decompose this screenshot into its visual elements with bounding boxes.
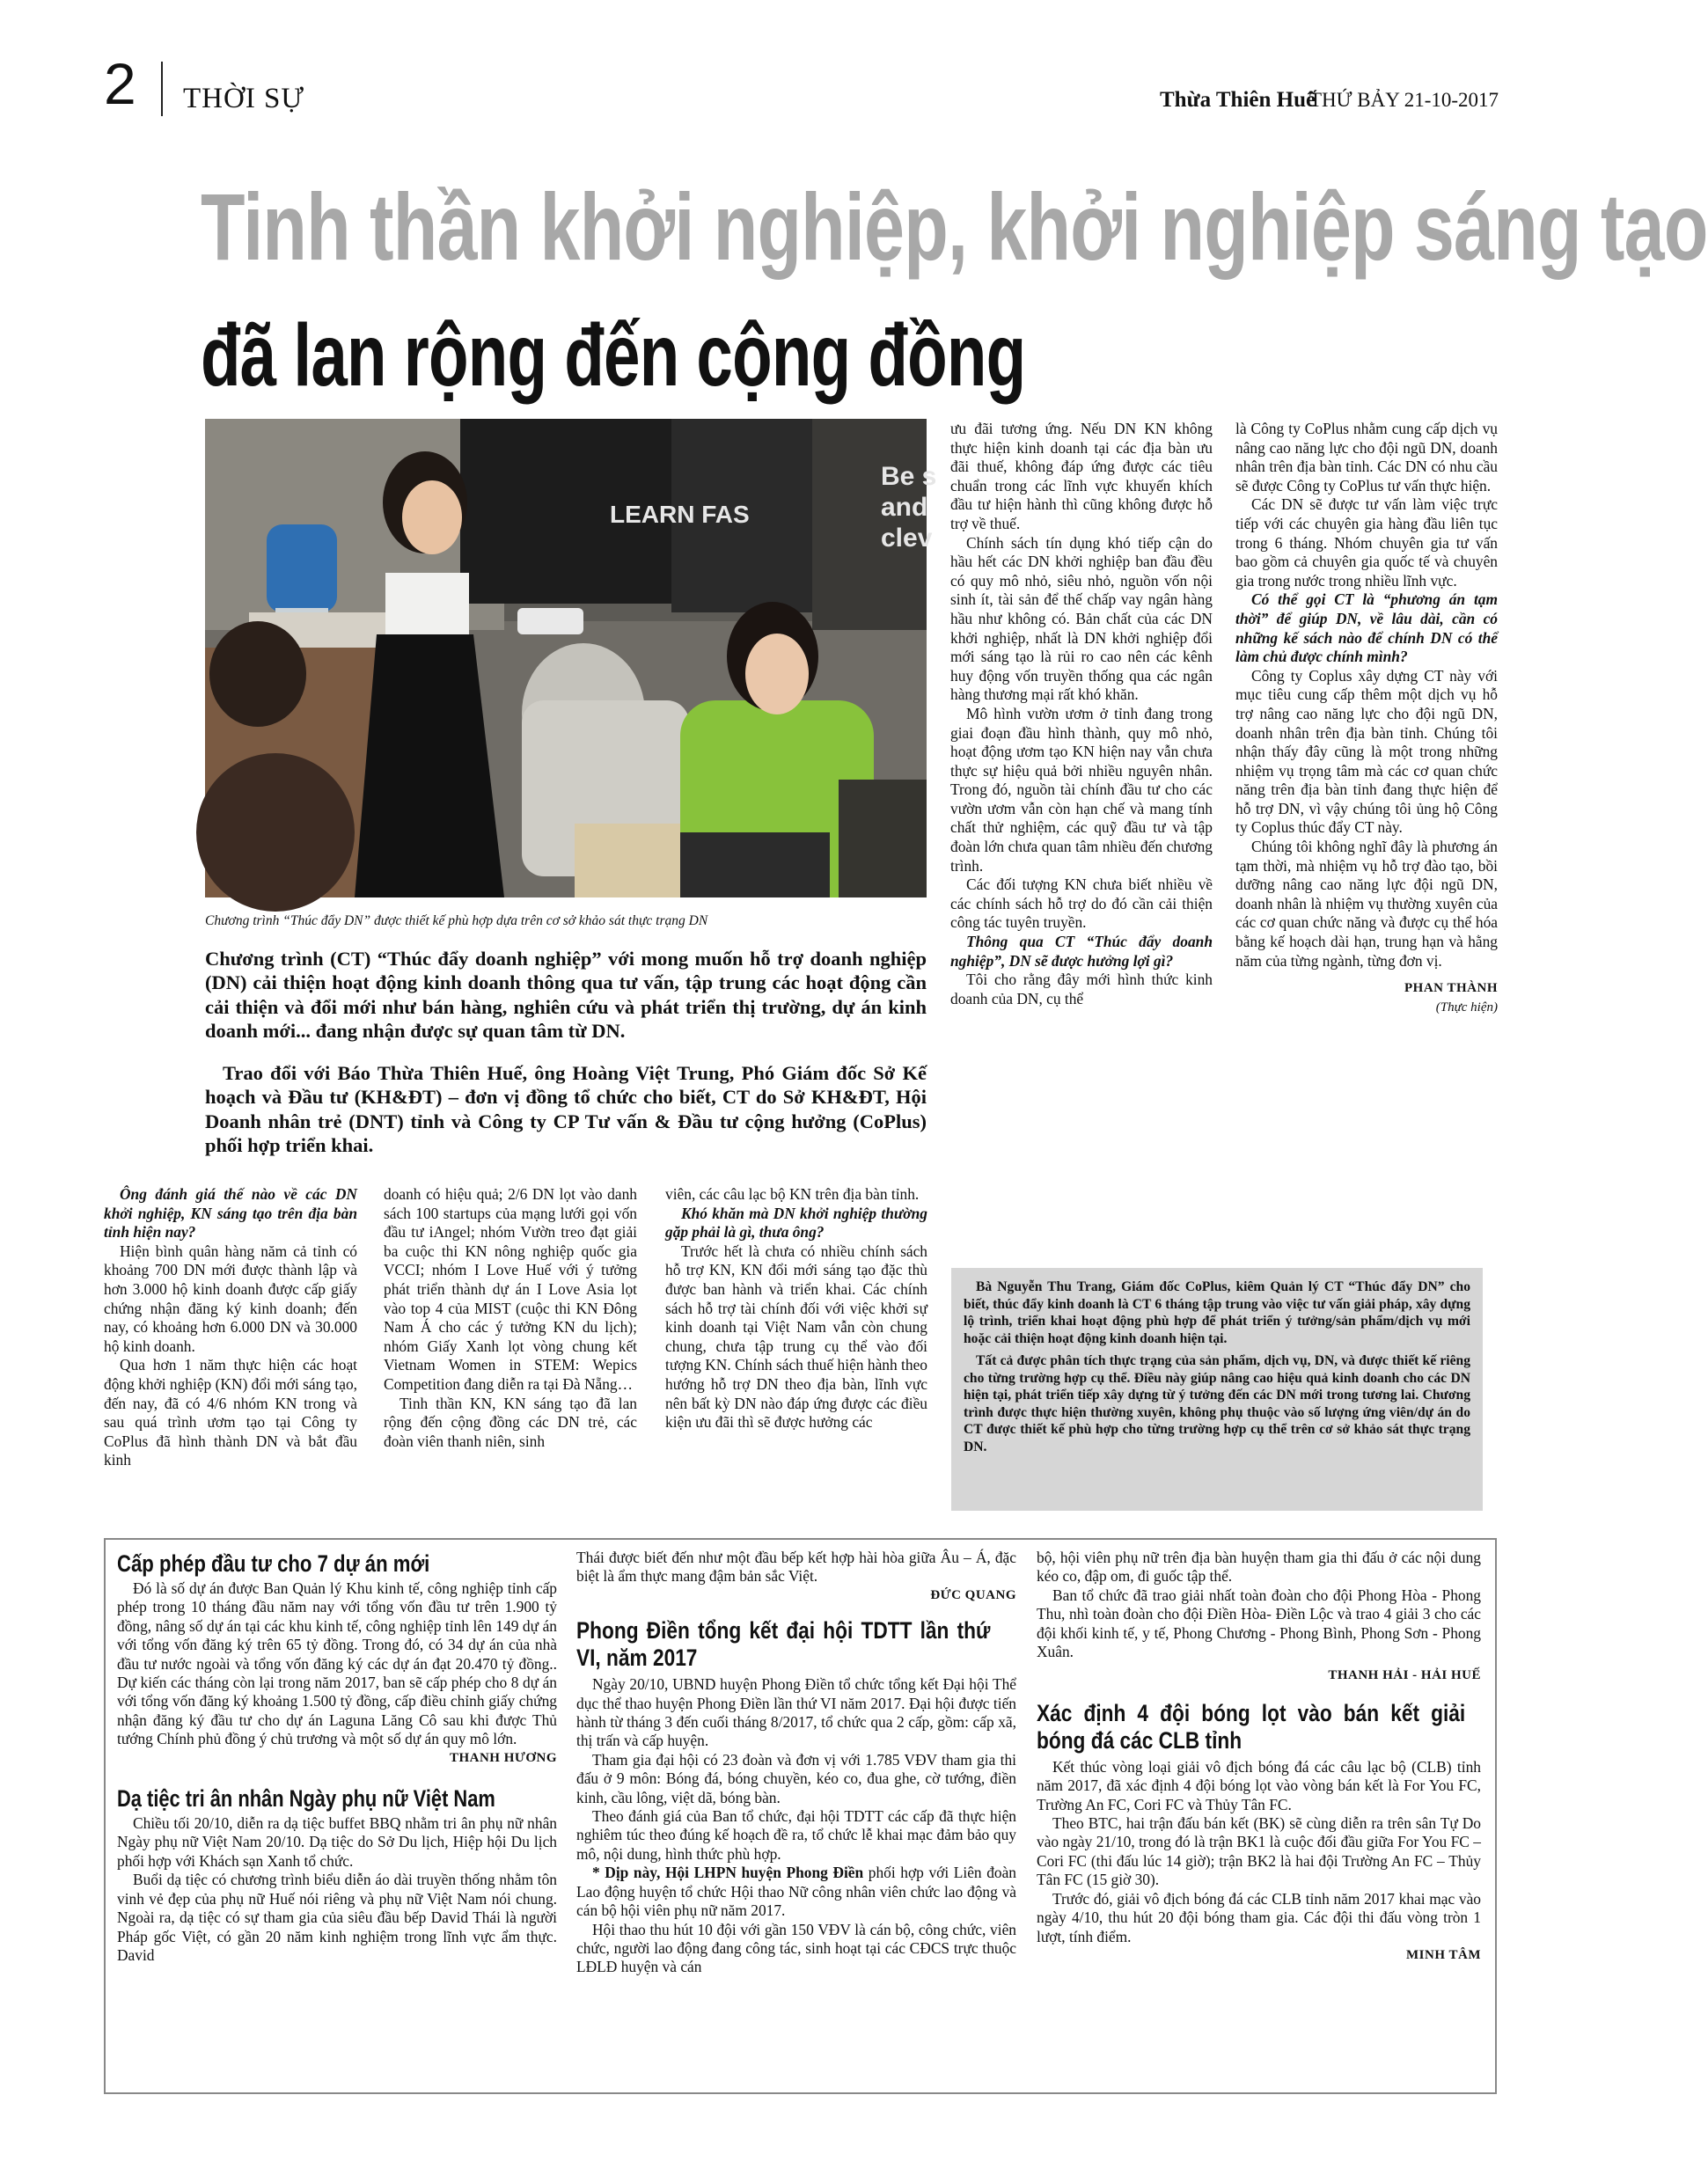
headline-line-1: Tinh thần khởi nghiệp, khởi nghiệp sáng tạo bbox=[201, 173, 1708, 280]
body-paragraph: ưu đãi tương ứng. Nếu DN KN không thực hiện kinh doanh tại các địa bàn ưu đãi thuế, không đáp ứng được các tiêu chuẩn trong các lĩnh vực khuyến khích đầu tư hiện hành thì cũng không được hỗ trợ về thuế. bbox=[950, 420, 1213, 532]
brief-4-body: Theo BTC, hai trận đấu bán kết (BK) sẽ cùng diễn ra trên sân Tự Do vào ngày 21/10, trong đó là trận BK1 là cuộc đối đầu giữa For You FC – Cori FC (thi đấu lúc 14 giờ); trận BK2 là hai đội Trường An FC – Thủy Tân FC (15 giờ 30). bbox=[1037, 1814, 1481, 1889]
interview-question: Ông đánh giá thế nào về các DN khởi nghiệp, KN sáng tạo trên địa bàn tỉnh hiện nay? bbox=[104, 1185, 357, 1242]
article-column-4 bbox=[950, 420, 1213, 1008]
brief-3-author: THANH HẢI - HẢI HUẾ bbox=[1328, 1668, 1481, 1683]
body-paragraph: Tinh thần KN, KN sáng tạo đã lan rộng đến cộng đồng các DN trẻ, các đoàn viên thanh niên, sinh bbox=[384, 1394, 637, 1450]
article-byline: PHAN THÀNH bbox=[1404, 981, 1498, 996]
brief-1-author: THANH HƯƠNG bbox=[449, 1750, 557, 1765]
interview-question: Khó khăn mà DN khởi nghiệp thường gặp phải là gì, thưa ông? bbox=[665, 1204, 927, 1242]
body-paragraph: Qua hơn 1 năm thực hiện các hoạt động khởi nghiệp (KN) đổi mới sáng tạo, đến nay, đã có 4/6 nhóm KN trong và sau quá trình ươm tạo tại Công ty CoPlus đã hình thành DN và bắt đầu kinh bbox=[104, 1356, 357, 1469]
brief-3-body: Hội thao thu hút 10 đội với gần 150 VĐV là cán bộ, công chức, viên chức, người lao động đang công tác, sinh hoạt tại các CĐCS trực thuộc LĐLĐ huyện và cán bbox=[576, 1920, 1016, 1976]
body-paragraph: Trước hết là chưa có nhiều chính sách hỗ trợ KN, KN đổi mới sáng tạo đặc thù được ban hành và triển khai. Các chính sách hỗ trợ tài chính đối với việc khởi sự kinh doanh tại Việt Nam vẫn còn chung chung, chưa tập trung cụ thể vào đối tượng KN. Chính sách thuế hiện hành theo hướng hỗ trợ DN theo địa bàn, lĩnh vực nên bất kỳ DN nào đáp ứng được các điều kiện ưu đãi thì sẽ được hưởng các bbox=[665, 1242, 927, 1432]
info-box-paragraph-1: Bà Nguyễn Thu Trang, Giám đốc CoPlus, kiêm Quản lý CT “Thúc đẩy DN” cho biết, thúc đẩy kinh doanh là CT 6 tháng tập trung vào việc tư vấn giải pháp, xây dựng lộ trình, triển khai hoạt động phù hợp để phát triển ý tưởng/sản phẩm/dịch vụ mới hoặc cải thiện hoạt động kinh doanh hiện tại. bbox=[964, 1279, 1470, 1346]
brief-column-2 bbox=[576, 1549, 1016, 1977]
body-paragraph: Hiện bình quân hàng năm cả tỉnh có khoảng 700 DN mới được thành lập và hơn 3.000 hộ kinh doanh được cấp giấy chứng nhận đăng ký kinh doanh; đến nay, có khoảng hơn 6.000 DN và 30.000 hộ kinh doanh. bbox=[104, 1242, 357, 1355]
body-paragraph: Các đối tượng KN chưa biết nhiều về các chính sách hỗ trợ do đó cần cải thiện công tác tuyên truyền. bbox=[950, 875, 1213, 932]
newspaper-name: Thừa Thiên Huế bbox=[1160, 88, 1316, 112]
article-column-2 bbox=[384, 1185, 637, 1451]
lead-2-text: Trao đổi với Báo Thừa Thiên Huế, ông Hoàng Việt Trung, Phó Giám đốc Sở Kế hoạch và Đầu tư (KH&ĐT) – đơn vị đồng tổ chức cho biết, CT do Sở KH&ĐT, Hội Doanh nhân trẻ (DNT) tỉnh và Công ty CP Tư vấn & Đầu tư cộng hưởng (CoPlus) phối hợp triển khai. bbox=[205, 1062, 927, 1157]
issue-date: THỨ BẢY 21-10-2017 bbox=[1309, 89, 1499, 111]
brief-3-continued: bộ, hội viên phụ nữ trên địa bàn huyện tham gia thi đấu ở các nội dung kéo co, đập om, đi guốc tập thể. bbox=[1037, 1549, 1481, 1586]
body-paragraph: Mô hình vườn ươm ở tỉnh đang trong giai đoạn đầu hình thành, quy mô nhỏ, hoạt động ươm tạo KN hiện nay vẫn chưa thực sự hiệu quả bởi nhiều nguyên nhân. Trong đó, nguồn tài chính đầu tư cho các vườn ươm vẫn còn hạn chế và mang tính chất thử nghiệm, các quỹ đầu tư và tập đoàn lớn chưa quan tâm nhiều đến chương trình. bbox=[950, 704, 1213, 875]
page-number: 2 bbox=[104, 51, 136, 116]
brief-1-title: Cấp phép đầu tư cho 7 dự án mới bbox=[117, 1550, 430, 1577]
brief-3-text: phối hợp với Liên đoàn Lao động huyện tổ chức Hội thao Nữ công nhân viên chức lao động và cán bộ hội viên phụ nữ năm 2017. bbox=[576, 1864, 1017, 1920]
brief-3-body bbox=[576, 1864, 1016, 1920]
brief-3-body: Ngày 20/10, UBND huyện Phong Điền tổ chức tổng kết Đại hội Thể dục thể thao huyện Phong Điền lần thứ VI năm 2017. Đại hội được tiến hành từ tháng 3 đến cuối tháng 8/2017, tổ chức qua 2 cấp, gồm: cấp xã, thị trấn và cấp huyện. bbox=[576, 1675, 1016, 1750]
brief-4-title-text: Xác định 4 đội bóng lọt vào bán kết giải bóng đá các CLB tỉnh bbox=[1037, 1699, 1466, 1754]
article-photo bbox=[205, 419, 937, 897]
svg-text:Be s: Be s bbox=[881, 462, 937, 491]
body-paragraph: Tôi cho rằng đây mới hình thức kinh doanh của DN, cụ thể bbox=[950, 971, 1213, 1007]
brief-3-body: Theo đánh giá của Ban tổ chức, đại hội TDTT các cấp đã thực hiện nghiêm túc theo đúng kế hoạch đề ra, tổ chức lễ khai mạc đảm bảo quy mô, nội dung, hình thức phù hợp. bbox=[576, 1807, 1016, 1863]
body-paragraph: viên, các câu lạc bộ KN trên địa bàn tỉnh. bbox=[665, 1185, 920, 1203]
brief-column-1 bbox=[117, 1550, 557, 1965]
info-box bbox=[951, 1268, 1483, 1511]
brief-3-title-text: Phong Điền tổng kết đại hội TDTT lần thứ VI, năm 2017 bbox=[576, 1617, 991, 1672]
lead-paragraph-1 bbox=[205, 947, 927, 1044]
brief-4-title bbox=[1037, 1700, 1465, 1754]
interview-question: Có thể gọi CT là “phương án tạm thời” để giúp DN, về lâu dài, cần có những kế sách nào để chính DN có thể làm chủ được chính mình? bbox=[1235, 590, 1498, 666]
brief-3-body: Tham gia đại hội có 23 đoàn và đơn vị với 1.785 VĐV tham gia thi đấu ở 9 môn: Bóng đá, bóng chuyền, kéo co, đua ghe, cờ tướng, điền kinh, cầu lông, việt dã, bóng bàn. bbox=[576, 1750, 1016, 1806]
brief-4-author: MINH TÂM bbox=[1406, 1947, 1481, 1962]
svg-text:clev: clev bbox=[881, 524, 933, 553]
body-paragraph: Chúng tôi không nghĩ đây là phương án tạm thời, mà nhiệm vụ hỗ trợ đào tạo, bồi dưỡng nâng cao năng lực đội ngũ DN, doanh nhân là nhiệm vụ thường xuyên của các cơ quan chức năng và được cụ thể hóa bằng kế hoạch dài hạn, trung hạn và hằng năm của từng ngành, từng đơn vị. bbox=[1235, 838, 1498, 970]
article-column-5 bbox=[1235, 420, 1498, 1017]
lead-1-text: Chương trình (CT) “Thúc đẩy doanh nghiệp” với mong muốn hỗ trợ doanh nghiệp (DN) cải thiện hoạt động kinh doanh thông qua tư vấn, tập trung các hoạt động cần cải thiện và đổi mới như bán hàng, nghiên cứu và phát triển thị trường, dự án kinh doanh mới... đang nhận được sự quan tâm từ DN. bbox=[205, 948, 927, 1043]
brief-2-author: ĐỨC QUANG bbox=[930, 1587, 1016, 1602]
board-text-1: LEARN FAS bbox=[610, 501, 750, 528]
body-paragraph: doanh có hiệu quả; 2/6 DN lọt vào danh sách 100 startups của mạng lưới gọi vốn đầu tư iAngel; nhóm Vườn treo đạt giải ba cuộc thi KN nông nghiệp quốc gia VCCI; nhóm I Love Huế với ý tưởng phát triển thành dự án I Love Asia lọt vào top 4 của MIST (cuộc thi KN Đông Nam Á cho các ý tưởng KN du lịch); nhóm Giấy Xanh lọt vòng chung kết Vietnam Women in STEM: Wepics Competition đang diễn ra tại Đà Nẵng… bbox=[384, 1185, 637, 1393]
lead-paragraph-2 bbox=[205, 1061, 927, 1158]
article-column-3 bbox=[665, 1185, 927, 1432]
interview-question: Thông qua CT “Thúc đẩy doanh nghiệp”, DN sẽ được hưởng lợi gì? bbox=[950, 933, 1213, 970]
photo-caption: Chương trình “Thúc đẩy DN” được thiết kế phù hợp dựa trên cơ sở khảo sát thực trạng DN bbox=[205, 913, 708, 928]
brief-2-title: Dạ tiệc tri ân nhân Ngày phụ nữ Việt Nam bbox=[117, 1785, 495, 1813]
brief-1-body: Đó là số dự án được Ban Quản lý Khu kinh tế, công nghiệp tỉnh cấp phép trong 10 tháng đầu năm nay với tổng vốn đầu tư trên 1.900 tỷ đồng, nâng số dự án tại các khu kinh tế, công nghiệp tỉnh lên 149 dự án với tổng vốn đăng ký trên 65 tỷ đồng. Trong đó, có 34 dự án của nhà đầu tư nước ngoài và tổng vốn đăng ký các dự án đạt 20.470 tỷ đồng.. Dự kiến các tháng còn lại trong năm 2017, ban sẽ cấp phép cho 8 dự án với tổng vốn đăng ký khoảng 1.500 tỷ đồng, cấp điều chỉnh giấy chứng nhận đăng ký đầu tư cho dự án Laguna Lăng Cô sau khi được Thủ tướng Chính phủ đồng ý chủ trương và một số dự án quy mô lớn. bbox=[117, 1579, 557, 1748]
headline-line-2: đã lan rộng đến cộng đồng bbox=[201, 306, 1026, 405]
brief-4-body: Kết thúc vòng loại giải vô địch bóng đá các câu lạc bộ (CLB) tỉnh năm 2017, đã xác định 4 đội bóng lọt vào vòng bán kết là For You FC, Trường An FC, Cori FC và Thủy Tân FC. bbox=[1037, 1757, 1481, 1813]
brief-2-body: Buổi dạ tiệc có chương trình biểu diễn áo dài truyền thống nhằm tôn vinh vẻ đẹp của phụ nữ Huế nói riêng và phụ nữ Việt Nam nói chung. Ngoài ra, dạ tiệc có sự tham gia của siêu đầu bếp David Thái là người Pháp gốc Việt, có gần 20 năm kinh nghiệm trong lĩnh vực ẩm thực. David bbox=[117, 1871, 557, 1964]
body-paragraph: Công ty Coplus xây dựng CT này với mục tiêu cung cấp thêm một dịch vụ hỗ trợ nâng cao năng lực cho đội ngũ DN, doanh nhân trên địa bàn tỉnh. Chúng tôi nhận thấy đây cũng là một trong những nhiệm vụ trọng tâm mà các cơ quan chức năng trên địa bàn tỉnh đang thực hiện để hỗ trợ DN, vì vậy chúng tôi ủng hộ Công ty Coplus thúc đẩy CT này. bbox=[1235, 666, 1498, 837]
section-name: THỜI SỰ bbox=[183, 83, 305, 114]
info-box-paragraph-2: Tất cả được phân tích thực trạng của sản phẩm, dịch vụ, DN, và được thiết kế riêng cho từng trường hợp cụ thể. Điều này giúp nâng cao hiệu quả kinh doanh cho các DN hiện tại, phát triển tiếp xây dựng từ ý tưởng đến các DN mới trong tương lai. Chương trình được thực hiện thường xuyên, không phụ thuộc vào số lượng ứng viên/dự án do CT được thiết kế phù hợp cho từng trường hợp cụ thể trên cơ sở khảo sát thực trạng DN. bbox=[964, 1353, 1470, 1454]
svg-text:and: and bbox=[881, 493, 928, 522]
brief-4-body: Trước đó, giải vô địch bóng đá các CLB tỉnh năm 2017 khai mạc vào ngày 4/10, thu hút 20 đội bóng tham gia. Các đội thi đấu vòng tròn 1 lượt, tính điểm. bbox=[1037, 1889, 1481, 1945]
brief-2-body: Chiều tối 20/10, diễn ra dạ tiệc buffet BBQ nhằm tri ân phụ nữ nhân Ngày phụ nữ Việt Nam 20/10. Dạ tiệc do Sở Du lịch, Hiệp hội Du lịch phối hợp với Khách sạn Xanh tổ chức. bbox=[117, 1814, 557, 1870]
body-paragraph: Chính sách tín dụng khó tiếp cận do hầu hết các DN khởi nghiệp ban đầu đều có quy mô nhỏ, siêu nhỏ, nguồn vốn nội sinh ít, tài sản để thế chấp vay ngân hàng hầu như không có. Bản chất của các DN khởi nghiệp, nhất là DN khởi nghiệp đổi mới sáng tạo là rủi ro cao nên các kênh huy động vốn truyền thống qua các ngân hàng thương mại rất khó khăn. bbox=[950, 533, 1213, 704]
header-divider bbox=[161, 62, 163, 116]
brief-3-continued: Ban tổ chức đã trao giải nhất toàn đoàn cho đội Phong Hòa - Phong Thu, nhì toàn đoàn cho đội Điền Hòa- Điền Lộc và trao 4 giải 3 cho các đội khối kinh tế, y tế, Phong Chương - Phong Bình, Phong Sơn - Phong Xuân. bbox=[1037, 1586, 1481, 1661]
article-column-1 bbox=[104, 1185, 357, 1470]
article-byline-note: (Thực hiện) bbox=[1435, 1000, 1498, 1015]
body-paragraph: là Công ty CoPlus nhằm cung cấp dịch vụ nâng cao năng lực cho đội ngũ DN, doanh nhân trên địa bàn tỉnh. Các DN có nhu cầu sẽ được Công ty CoPlus tư vấn thực hiện. bbox=[1235, 420, 1498, 494]
brief-column-3 bbox=[1037, 1549, 1481, 1965]
brief-3-lead-in: * Dịp này, Hội LHPN huyện Phong Điền bbox=[592, 1864, 864, 1882]
body-paragraph: Các DN sẽ được tư vấn làm việc trực tiếp với các chuyên gia hàng đầu liên tục trong 6 tháng. Nhóm chuyên gia tư vấn bao gồm cả chuyên gia quốc tế và chuyên gia trong nước trong nhiều lĩnh vực. bbox=[1235, 495, 1498, 590]
brief-3-title bbox=[576, 1617, 990, 1672]
brief-2-continued: Thái được biết đến như một đầu bếp kết hợp hài hòa giữa Âu – Á, đặc biệt là ẩm thực mang đậm bản sắc Việt. bbox=[576, 1549, 1016, 1586]
